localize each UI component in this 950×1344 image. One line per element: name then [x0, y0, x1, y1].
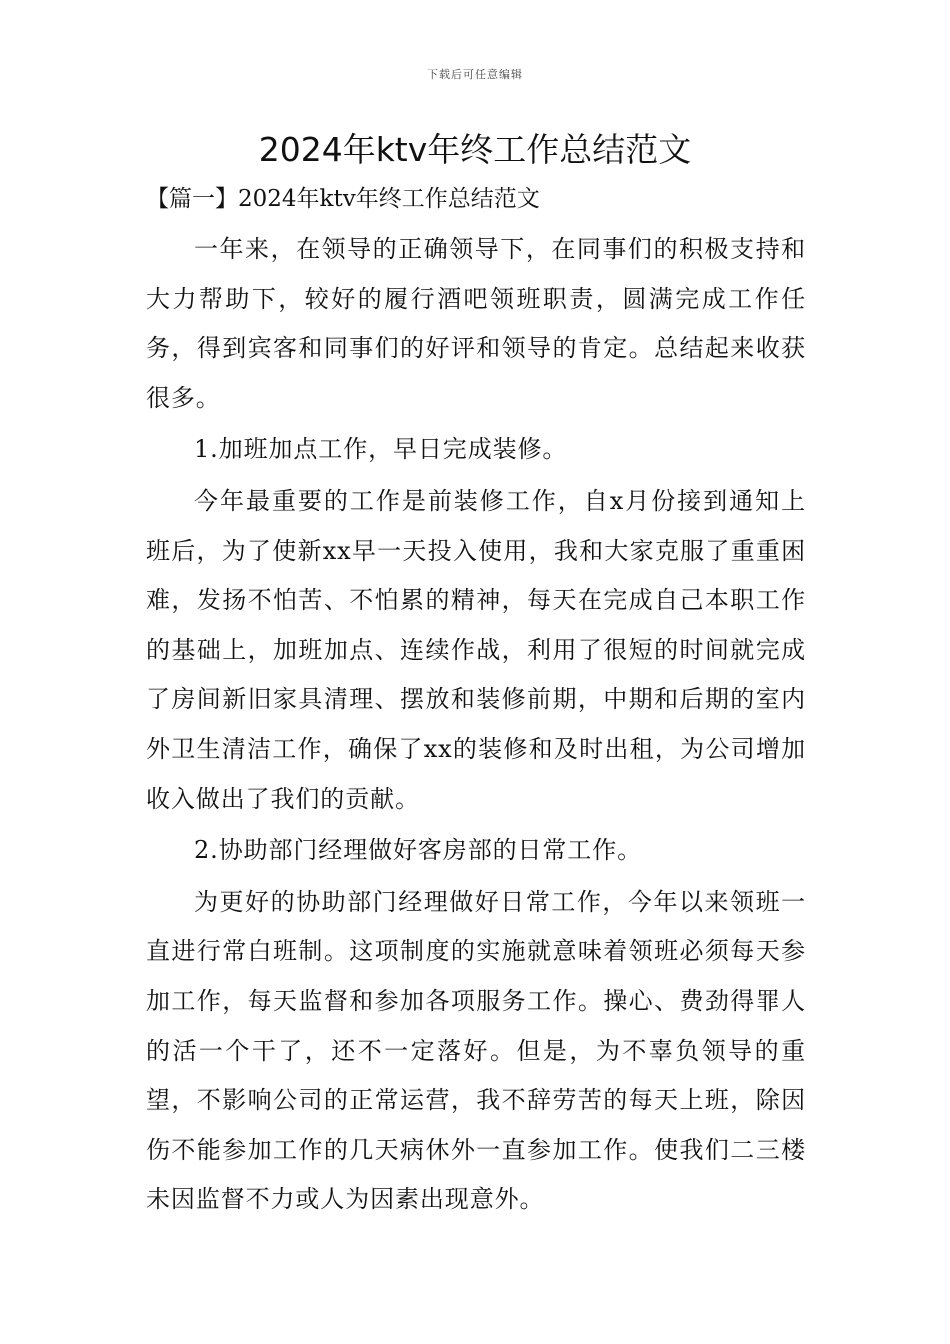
paragraph-daily-work: 为更好的协助部门经理做好日常工作，今年以来领班一直进行常白班制。这项制度的实施就意味着领班必须每天参加工作，每天监督和参加各项服务工作。操心、费劲得罪人的活一个干了，还不一定落好。但是，为不辜负领导的重望，不影响公司的正常运营，我不辞劳苦的每天上班，除因伤不能参加工作的几天病休外一直参加工作。使我们二三楼未因监督不力或人为因素出现意外。	[146, 887, 806, 1214]
list-item-heading-2: 2.协助部门经理做好客房部的日常工作。	[194, 836, 642, 865]
document-body	[146, 225, 806, 1227]
list-item-heading-1: 1.加班加点工作，早日完成装修。	[194, 435, 568, 464]
section-heading: 【篇一】2024年ktv年终工作总结范文	[146, 186, 540, 212]
paragraph-intro: 一年来，在领导的正确领导下，在同事们的积极支持和大力帮助下，较好的履行酒吧领班职责，圆满完成工作任务，得到宾客和同事们的好评和领导的肯定。总结起来收获很多。	[146, 235, 806, 412]
header-note: 下载后可任意编辑	[427, 68, 523, 81]
document-title: 2024年ktv年终工作总结范文	[258, 130, 692, 169]
paragraph-renovation: 今年最重要的工作是前装修工作，自x月份接到通知上班后，为了使新xx早一天投入使用，我和大家克服了重重困难，发扬不怕苦、不怕累的精神，每天在完成自己本职工作的基础上，加班加点、连续作战，利用了很短的时间就完成了房间新旧家具清理、摆放和装修前期，中期和后期的室内外卫生清洁工作，确保了xx的装修和及时出租，为公司增加收入做出了我们的贡献。	[146, 486, 806, 813]
